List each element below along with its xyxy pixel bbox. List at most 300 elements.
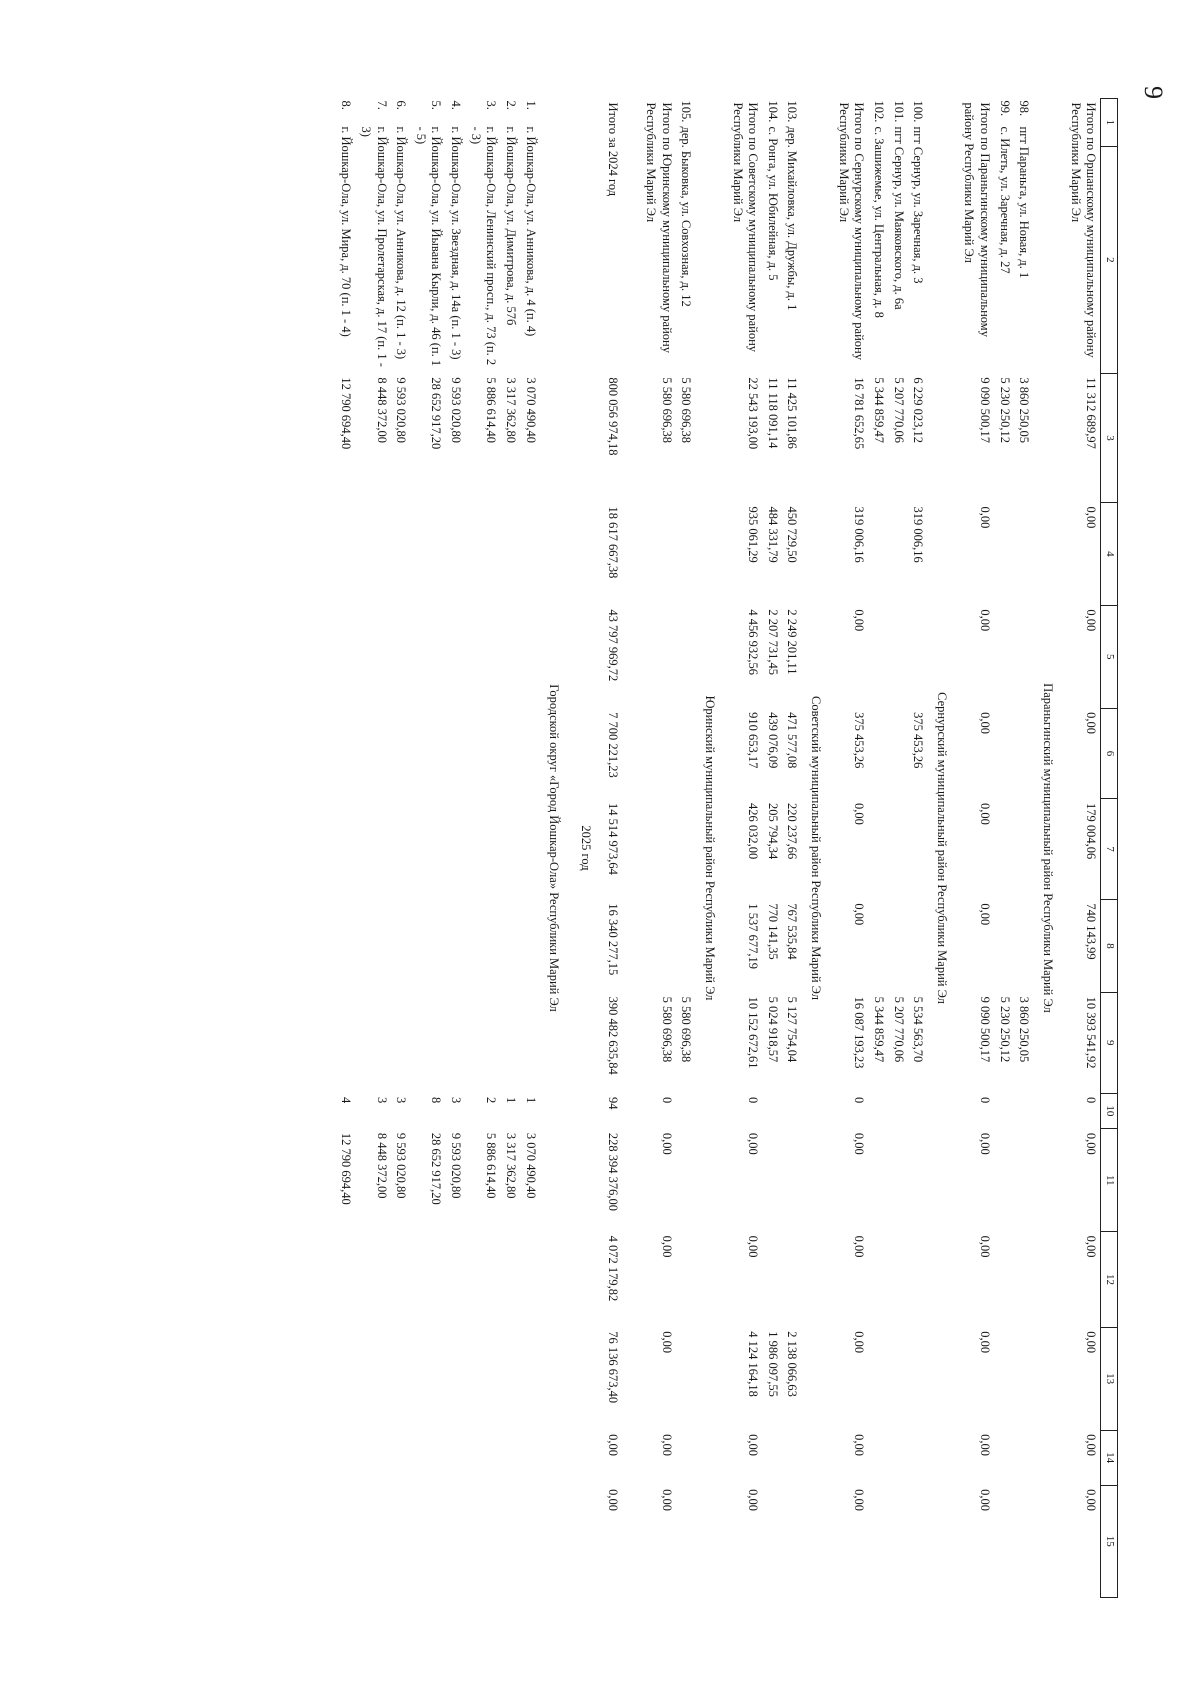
value-cell-6: 7 700 221,23 (606, 712, 621, 778)
value-cell-5 (465, 605, 500, 708)
value-cell-13: 76 136 673,40 (606, 1331, 621, 1404)
value-cell-11: 0,00 (659, 1132, 674, 1155)
value-cell-14 (391, 1430, 411, 1485)
value-cell-7: 0,00 (852, 802, 867, 825)
value-cell-8 (446, 899, 466, 992)
section-heading-row (540, 99, 572, 1598)
section-heading-row (927, 99, 959, 1598)
address-cell (641, 99, 676, 374)
header-cell: 14 (1101, 1430, 1118, 1485)
table-row (336, 99, 356, 1598)
address-label: г. Йошкар-Ола, ул. Мира, д. 70 (п. 1 - 4) (339, 126, 354, 337)
value-cell-4 (1014, 503, 1034, 606)
value-cell-9 (355, 993, 390, 1093)
section-heading: Сернурский муниципальный район Республики Марий Эл (934, 692, 949, 1004)
value-cell-10 (908, 1093, 928, 1129)
header-cell: 12 (1101, 1232, 1118, 1328)
value-cell-12 (888, 1232, 908, 1328)
row-index: 7. (374, 100, 389, 110)
address-cell (959, 99, 994, 374)
address-cell (1065, 99, 1101, 374)
value-cell-11 (908, 1129, 928, 1232)
address-label: Итого по Советскому муниципальному району Республики Марий Эл (730, 102, 761, 353)
value-cell-13: 0,00 (978, 1331, 993, 1354)
row-index: 103. (785, 100, 800, 123)
value-cell-10: 3 (374, 1097, 389, 1104)
value-cell-8 (355, 899, 390, 992)
value-cell-7: 14 514 973,64 (606, 802, 621, 875)
value-cell-13 (500, 1327, 520, 1430)
value-cell-10: 1 (523, 1097, 538, 1104)
value-cell-4 (410, 503, 445, 606)
address-cell (355, 99, 390, 374)
value-cell-3: 3 070 490,40 (523, 377, 538, 444)
value-cell-5 (336, 605, 356, 708)
value-cell-6: 471 577,08 (785, 712, 800, 769)
value-cell-14: 0,00 (606, 1434, 621, 1456)
value-cell-8 (676, 899, 696, 992)
value-cell-3: 9 593 020,80 (449, 377, 464, 444)
value-cell-11 (762, 1129, 782, 1232)
value-cell-7: 426 032,00 (746, 802, 761, 860)
rotated-table-block (218, 98, 1118, 1598)
value-cell-8 (465, 899, 500, 992)
address-label: Итого по Сернурскому муниципальному району Республики Марий Эл (836, 102, 867, 360)
header-cell: 6 (1101, 708, 1118, 799)
value-cell-9: 16 087 193,23 (852, 996, 867, 1069)
value-cell-8 (520, 899, 540, 992)
value-cell-10: 0 (852, 1097, 867, 1104)
section-heading: Параньгинский муниципальный район Республики Марий Эл (1041, 683, 1055, 1013)
value-cell-14 (355, 1430, 390, 1485)
value-cell-7 (500, 799, 520, 899)
value-cell-5 (520, 605, 540, 708)
value-cell-12: 0,00 (852, 1235, 867, 1258)
value-cell-12 (391, 1232, 411, 1328)
value-cell-6 (888, 708, 908, 799)
value-cell-4: 0,00 (1084, 506, 1099, 529)
value-cell-3: 11 312 689,97 (1084, 377, 1099, 449)
value-cell-15 (446, 1485, 466, 1597)
value-cell-9: 5 580 696,38 (659, 996, 674, 1063)
total-row (1065, 99, 1101, 1598)
spacer-row (623, 99, 641, 1598)
total-row (833, 99, 868, 1598)
value-cell-13 (446, 1327, 466, 1430)
table-row (1014, 99, 1034, 1598)
value-cell-10: 94 (606, 1097, 621, 1110)
value-cell-10 (994, 1093, 1014, 1129)
value-cell-15 (520, 1485, 540, 1597)
value-cell-13: 2 138 066,63 (785, 1331, 800, 1397)
value-cell-13: 0,00 (659, 1331, 674, 1354)
value-cell-5 (888, 605, 908, 708)
value-cell-3: 11 425 101,86 (785, 377, 800, 449)
total-row (603, 99, 623, 1598)
value-cell-6 (676, 708, 696, 799)
address-cell (762, 99, 782, 374)
value-cell-4 (520, 503, 540, 606)
value-cell-14 (465, 1430, 500, 1485)
value-cell-14 (500, 1430, 520, 1485)
value-cell-14 (868, 1430, 888, 1485)
value-cell-5: 0,00 (1084, 609, 1099, 632)
value-cell-14 (520, 1430, 540, 1485)
value-cell-7: 0,00 (978, 802, 993, 825)
value-cell-3: 28 652 917,20 (429, 377, 444, 450)
value-cell-7 (520, 799, 540, 899)
value-cell-6 (410, 708, 445, 799)
value-cell-7: 205 794,34 (765, 802, 780, 860)
value-cell-4 (641, 503, 676, 606)
address-label: пгт Сернур, ул. Заречная, д. 3 (911, 126, 926, 284)
value-cell-4 (888, 503, 908, 606)
value-cell-13: 0,00 (1084, 1331, 1099, 1354)
address-label: г. Йошкар-Ола, Ленинский просп., д. 73 (п. 2 - 3) (468, 126, 499, 366)
address-cell (603, 99, 623, 374)
value-cell-9: 5 024 918,57 (765, 996, 780, 1063)
header-cell: 8 (1101, 899, 1118, 992)
value-cell-9 (446, 993, 466, 1093)
value-cell-3: 9 593 020,80 (394, 377, 409, 444)
value-cell-10: 8 (429, 1097, 444, 1104)
value-cell-15 (908, 1485, 928, 1597)
row-index: 4. (449, 100, 464, 110)
address-label: пгт Параньга, ул. Новая, д. 1 (1017, 126, 1032, 279)
value-cell-5: 0,00 (978, 609, 993, 632)
value-cell-4 (446, 503, 466, 606)
section-heading-row (802, 99, 834, 1598)
value-cell-11: 228 394 376,00 (606, 1132, 621, 1211)
table-row (782, 99, 802, 1598)
value-cell-13 (868, 1327, 888, 1430)
header-row (1101, 99, 1118, 1598)
value-cell-5 (908, 605, 928, 708)
value-cell-11: 0,00 (746, 1132, 761, 1155)
value-cell-9: 5 207 770,06 (891, 996, 906, 1063)
value-cell-5 (1014, 605, 1034, 708)
value-cell-6: 0,00 (1084, 712, 1099, 734)
header-cell: 5 (1101, 605, 1118, 708)
value-cell-12 (465, 1232, 500, 1328)
value-cell-8: 16 340 277,15 (606, 903, 621, 976)
value-cell-13: 0,00 (852, 1331, 867, 1354)
value-cell-11 (1014, 1129, 1034, 1232)
value-cell-8 (868, 899, 888, 992)
value-cell-9: 10 393 541,92 (1084, 996, 1099, 1069)
value-cell-6: 375 453,26 (852, 712, 867, 769)
value-cell-9 (391, 993, 411, 1093)
value-cell-7 (446, 799, 466, 899)
row-index: 6. (394, 100, 409, 110)
value-cell-9 (336, 993, 356, 1093)
value-cell-6 (446, 708, 466, 799)
value-cell-3: 11 118 091,14 (765, 377, 780, 449)
value-cell-14: 0,00 (1084, 1434, 1099, 1456)
header-cell: 4 (1101, 503, 1118, 606)
value-cell-15 (676, 1485, 696, 1597)
header-cell: 9 (1101, 993, 1118, 1093)
value-cell-10: 2 (484, 1097, 499, 1104)
address-label: Итого по Оршанскому муниципальному району Республики Марий Эл (1068, 102, 1099, 358)
section-heading: Юринский муниципальный район Республики Марий Эл (703, 695, 717, 1001)
value-cell-3: 9 090 500,17 (978, 377, 993, 444)
value-cell-10 (676, 1093, 696, 1129)
address-label: с. Ронга, ул. Юбилейная, д. 5 (765, 126, 780, 281)
value-cell-4: 0,00 (978, 506, 993, 529)
value-cell-10: 0 (746, 1097, 761, 1104)
table-row (465, 99, 500, 1598)
row-index: 3. (484, 100, 499, 110)
value-cell-7 (465, 799, 500, 899)
row-index: 99. (997, 100, 1012, 117)
value-cell-11: 9 593 020,80 (449, 1132, 464, 1199)
value-cell-14 (888, 1430, 908, 1485)
value-cell-8: 0,00 (852, 903, 867, 926)
value-cell-5 (676, 605, 696, 708)
address-label: г. Йошкар-Ола, ул. Димитрова, д. 57б (504, 126, 518, 326)
value-cell-8: 740 143,99 (1084, 903, 1099, 960)
address-label: Итого по Параньгинскому муниципальному району Республики Марий Эл (962, 102, 993, 337)
value-cell-13 (888, 1327, 908, 1430)
table-row (676, 99, 696, 1598)
value-cell-8 (410, 899, 445, 992)
value-cell-8 (1014, 899, 1034, 992)
value-cell-9: 5 127 754,04 (785, 996, 800, 1063)
address-label: Итого по Юринскому муниципальному району Республики Марий Эл (644, 102, 674, 353)
value-cell-7 (410, 799, 445, 899)
value-cell-9: 3 860 250,05 (1017, 996, 1032, 1063)
value-cell-13 (336, 1327, 356, 1430)
value-cell-11 (782, 1129, 802, 1232)
value-cell-12 (782, 1232, 802, 1328)
value-cell-15 (994, 1485, 1014, 1597)
value-cell-3: 3 860 250,05 (1017, 377, 1032, 444)
row-index: 104. (765, 100, 780, 123)
address-cell (727, 99, 762, 374)
value-cell-7 (994, 799, 1014, 899)
value-cell-4 (465, 503, 500, 606)
header-cell: 1 (1101, 99, 1118, 147)
value-cell-12 (355, 1232, 390, 1328)
value-cell-15: 0,00 (606, 1489, 621, 1511)
value-cell-15 (782, 1485, 802, 1597)
value-cell-12 (336, 1232, 356, 1328)
total-row (727, 99, 762, 1598)
value-cell-9: 5 534 563,70 (911, 996, 926, 1063)
value-cell-4 (336, 503, 356, 606)
value-cell-6 (355, 708, 390, 799)
value-cell-11: 3 070 490,40 (523, 1132, 538, 1199)
value-cell-15 (355, 1485, 390, 1597)
address-cell (391, 99, 411, 374)
value-cell-4 (500, 503, 520, 606)
value-cell-6 (336, 708, 356, 799)
value-cell-6 (465, 708, 500, 799)
value-cell-11: 0,00 (852, 1132, 867, 1155)
value-cell-5: 4 456 932,56 (746, 609, 761, 675)
value-cell-3: 8 448 372,00 (374, 377, 389, 444)
value-cell-11: 3 317 362,80 (504, 1132, 518, 1199)
value-cell-4: 935 061,29 (746, 506, 761, 563)
page-number: 9 (1139, 86, 1168, 99)
table-row (500, 99, 520, 1598)
header-cell: 11 (1101, 1129, 1118, 1232)
value-cell-7 (641, 799, 676, 899)
value-cell-15: 0,00 (1084, 1489, 1099, 1511)
value-cell-15 (500, 1485, 520, 1597)
header-cell: 15 (1101, 1485, 1118, 1597)
value-cell-8 (641, 899, 676, 992)
value-cell-14 (782, 1430, 802, 1485)
value-cell-12 (676, 1232, 696, 1328)
register-table (336, 98, 1118, 1598)
value-cell-10 (1014, 1093, 1034, 1129)
address-cell (500, 99, 520, 374)
value-cell-12 (762, 1232, 782, 1328)
value-cell-4 (868, 503, 888, 606)
value-cell-12 (520, 1232, 540, 1328)
total-row (959, 99, 994, 1598)
value-cell-11: 9 593 020,80 (394, 1132, 409, 1199)
value-cell-9: 9 090 500,17 (978, 996, 993, 1063)
value-cell-14 (994, 1430, 1014, 1485)
value-cell-4: 18 617 667,38 (606, 506, 621, 579)
value-cell-8: 770 141,35 (765, 903, 780, 960)
value-cell-10 (868, 1093, 888, 1129)
value-cell-5 (868, 605, 888, 708)
value-cell-5 (355, 605, 390, 708)
value-cell-4 (355, 503, 390, 606)
header-cell: 7 (1101, 799, 1118, 899)
table-row (994, 99, 1014, 1598)
value-cell-3: 5 344 859,47 (872, 377, 886, 444)
value-cell-9: 5 344 859,47 (872, 996, 886, 1063)
value-cell-8: 767 535,84 (785, 903, 800, 960)
address-label: Итого за 2024 год (606, 102, 621, 197)
table-row (908, 99, 928, 1598)
value-cell-11 (994, 1129, 1014, 1232)
value-cell-11: 8 448 372,00 (374, 1132, 389, 1199)
value-cell-3: 3 317 362,80 (504, 377, 518, 444)
table-row (762, 99, 782, 1598)
address-cell (994, 99, 1014, 374)
value-cell-3: 22 543 193,00 (746, 377, 761, 450)
value-cell-15 (410, 1485, 445, 1597)
value-cell-15 (336, 1485, 356, 1597)
spacer-cell (623, 99, 641, 1598)
table-row (391, 99, 411, 1598)
value-cell-4 (676, 503, 696, 606)
address-cell (465, 99, 500, 374)
address-cell (888, 99, 908, 374)
value-cell-12 (500, 1232, 520, 1328)
value-cell-3: 5 207 770,06 (891, 377, 906, 444)
row-index: 5. (429, 100, 444, 110)
table-row (410, 99, 445, 1598)
value-cell-3: 5 580 696,38 (679, 377, 694, 444)
value-cell-12: 0,00 (746, 1235, 761, 1258)
value-cell-9: 5 230 250,12 (997, 996, 1012, 1063)
row-index: 100. (911, 100, 926, 123)
value-cell-10: 3 (449, 1097, 464, 1104)
value-cell-6: 910 653,17 (746, 712, 761, 769)
value-cell-13 (520, 1327, 540, 1430)
address-label: с. Зашижемье, ул. Центральная, д. 8 (872, 126, 886, 318)
value-cell-13 (355, 1327, 390, 1430)
value-cell-9 (520, 993, 540, 1093)
address-cell (446, 99, 466, 374)
address-cell (336, 99, 356, 374)
value-cell-13 (391, 1327, 411, 1430)
value-cell-14 (446, 1430, 466, 1485)
value-cell-6 (391, 708, 411, 799)
value-cell-13 (908, 1327, 928, 1430)
value-cell-7 (391, 799, 411, 899)
value-cell-3: 5 580 696,38 (659, 377, 674, 444)
value-cell-13 (465, 1327, 500, 1430)
value-cell-10: 0 (978, 1097, 993, 1104)
value-cell-10 (782, 1093, 802, 1129)
value-cell-12 (410, 1232, 445, 1328)
value-cell-8 (908, 899, 928, 992)
address-cell (782, 99, 802, 374)
address-label: г. Йошкар-Ола, ул. Анникова, д. 4 (п. 4) (523, 126, 538, 337)
header-cell: 3 (1101, 373, 1118, 502)
value-cell-5 (994, 605, 1014, 708)
address-cell (1014, 99, 1034, 374)
value-cell-6: 375 453,26 (911, 712, 926, 769)
value-cell-7: 220 237,66 (785, 802, 800, 860)
value-cell-11 (888, 1129, 908, 1232)
value-cell-14 (762, 1430, 782, 1485)
value-cell-13: 1 986 097,55 (765, 1331, 780, 1397)
value-cell-14: 0,00 (852, 1434, 867, 1456)
section-heading-row (695, 99, 727, 1598)
value-cell-12: 0,00 (659, 1235, 674, 1258)
value-cell-9: 390 482 635,84 (606, 996, 621, 1075)
value-cell-10: 0 (1084, 1097, 1099, 1104)
value-cell-15: 0,00 (659, 1489, 674, 1511)
table-body (336, 99, 1118, 1598)
value-cell-4: 319 006,16 (911, 506, 926, 563)
value-cell-7 (868, 799, 888, 899)
value-cell-5 (446, 605, 466, 708)
value-cell-11: 0,00 (1084, 1132, 1099, 1155)
value-cell-12 (994, 1232, 1014, 1328)
value-cell-8: 0,00 (978, 903, 993, 926)
value-cell-13 (1014, 1327, 1034, 1430)
value-cell-12: 0,00 (1084, 1235, 1099, 1258)
value-cell-12: 4 072 179,82 (606, 1235, 621, 1302)
value-cell-12 (908, 1232, 928, 1328)
value-cell-8 (391, 899, 411, 992)
value-cell-11: 5 886 614,40 (484, 1132, 499, 1199)
row-index: 101. (891, 100, 906, 123)
value-cell-7: 179 004,06 (1084, 802, 1099, 860)
value-cell-13 (676, 1327, 696, 1430)
value-cell-3: 5 230 250,12 (997, 377, 1012, 444)
value-cell-5: 0,00 (852, 609, 867, 632)
header-cell: 10 (1101, 1093, 1118, 1129)
section-heading-row (571, 99, 603, 1598)
value-cell-7 (355, 799, 390, 899)
address-label: г. Йошкар-Ола, ул. Звездная, д. 14а (п. 1 - 3) (449, 126, 464, 360)
value-cell-15 (465, 1485, 500, 1597)
value-cell-11: 12 790 694,40 (339, 1132, 354, 1205)
value-cell-9 (410, 993, 445, 1093)
value-cell-14: 0,00 (659, 1434, 674, 1456)
